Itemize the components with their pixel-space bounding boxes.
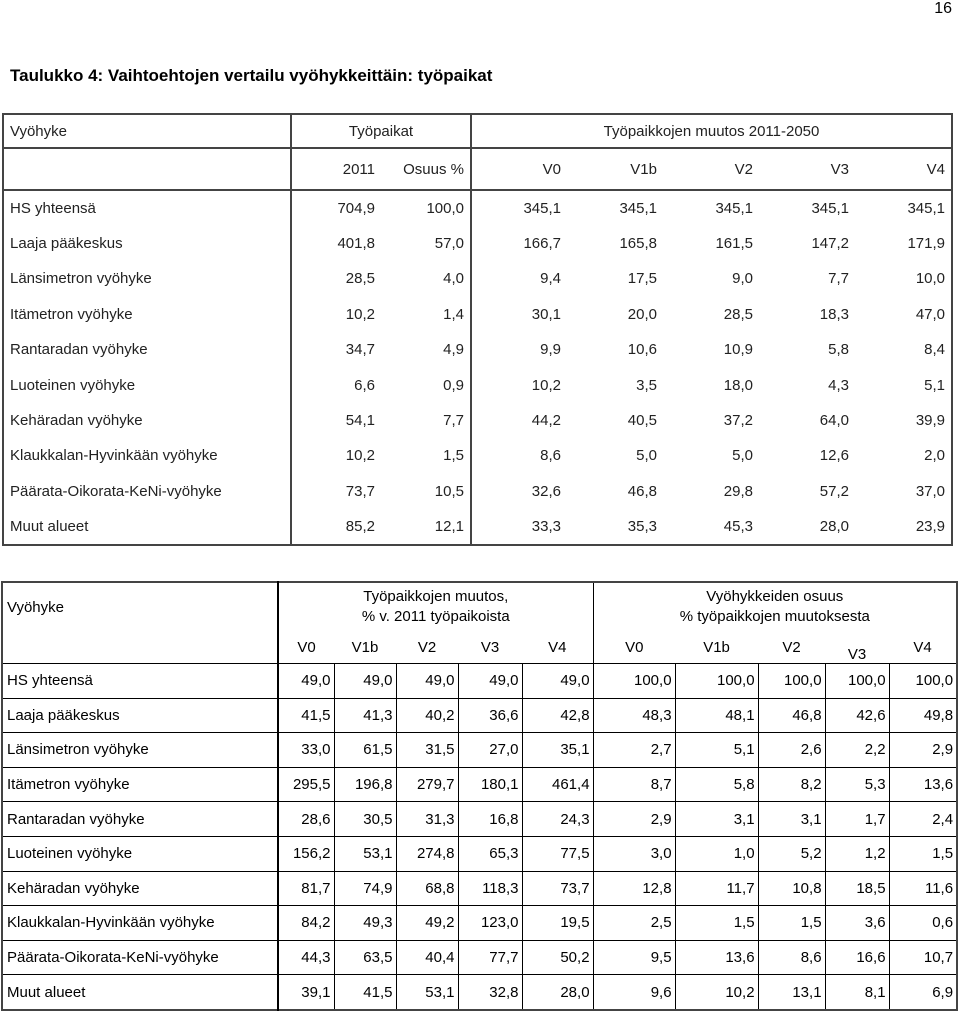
column-header: V3 xyxy=(759,148,855,190)
table-cell: 8,1 xyxy=(825,975,889,1010)
table-cell: 4,3 xyxy=(759,367,855,402)
table-cell: 180,1 xyxy=(458,767,522,802)
change-header: Työpaikkojen muutos 2011-2050 xyxy=(471,114,952,148)
table-cell: 68,8 xyxy=(396,871,458,906)
column-header: Osuus % xyxy=(381,148,471,190)
table-cell: 49,0 xyxy=(278,664,334,699)
jobs-change-table xyxy=(1,581,958,1011)
table-cell: 100,0 xyxy=(758,664,825,699)
zone-header: Vyöhyke xyxy=(3,114,291,148)
table-cell: 28,0 xyxy=(759,509,855,545)
table-cell: 13,1 xyxy=(758,975,825,1010)
column-header: V2 xyxy=(396,631,458,664)
table-cell: 54,1 xyxy=(291,403,381,438)
change-percent-header-line1: Työpaikkojen muutos, xyxy=(363,588,509,605)
table-cell: 461,4 xyxy=(522,767,593,802)
column-header: V0 xyxy=(593,631,675,664)
table-row xyxy=(2,836,957,871)
table-row xyxy=(2,906,957,941)
table-cell: 5,8 xyxy=(675,767,758,802)
table-cell: 28,6 xyxy=(278,802,334,837)
table-cell: 27,0 xyxy=(458,733,522,768)
table-cell: 41,5 xyxy=(278,698,334,733)
table-cell: 123,0 xyxy=(458,906,522,941)
table-cell: 1,0 xyxy=(675,836,758,871)
table-cell: 345,1 xyxy=(663,190,759,226)
table-cell: 10,8 xyxy=(758,871,825,906)
table-cell: 18,0 xyxy=(663,367,759,402)
table-cell: 53,1 xyxy=(396,975,458,1010)
table-cell: 10,2 xyxy=(675,975,758,1010)
table-cell: 100,0 xyxy=(593,664,675,699)
table-row xyxy=(2,871,957,906)
zone-name: Klaukkalan-Hyvinkään vyöhyke xyxy=(3,438,291,473)
table-cell: 401,8 xyxy=(291,226,381,261)
table-cell: 49,0 xyxy=(334,664,396,699)
table-cell: 7,7 xyxy=(759,261,855,296)
zone-name: Luoteinen vyöhyke xyxy=(2,836,278,871)
table-cell: 8,7 xyxy=(593,767,675,802)
column-header: V4 xyxy=(889,631,957,664)
zone-name: Muut alueet xyxy=(2,975,278,1010)
table-cell: 63,5 xyxy=(334,940,396,975)
table-cell: 147,2 xyxy=(759,226,855,261)
table-cell: 23,9 xyxy=(855,509,952,545)
table-cell: 5,1 xyxy=(675,733,758,768)
table-row xyxy=(2,940,957,975)
zone-name: Luoteinen vyöhyke xyxy=(3,367,291,402)
column-header: V4 xyxy=(855,148,952,190)
table-row xyxy=(3,438,952,473)
share-header xyxy=(593,582,957,631)
table-cell: 40,2 xyxy=(396,698,458,733)
table-cell: 100,0 xyxy=(825,664,889,699)
table-cell: 28,0 xyxy=(522,975,593,1010)
table-cell: 46,8 xyxy=(758,698,825,733)
table-cell: 57,0 xyxy=(381,226,471,261)
table-cell: 44,3 xyxy=(278,940,334,975)
table-cell: 345,1 xyxy=(567,190,663,226)
table-cell: 28,5 xyxy=(663,297,759,332)
table-cell: 36,6 xyxy=(458,698,522,733)
table-cell: 0,9 xyxy=(381,367,471,402)
table-cell: 65,3 xyxy=(458,836,522,871)
change-percent-header xyxy=(278,582,593,631)
table-cell: 47,0 xyxy=(855,297,952,332)
table-cell: 61,5 xyxy=(334,733,396,768)
table-cell: 33,3 xyxy=(471,509,567,545)
table-cell: 31,3 xyxy=(396,802,458,837)
table-cell: 295,5 xyxy=(278,767,334,802)
table-cell: 28,5 xyxy=(291,261,381,296)
table-cell: 39,9 xyxy=(855,403,952,438)
table-cell: 1,2 xyxy=(825,836,889,871)
column-header: V0 xyxy=(278,631,334,664)
table-title: Taulukko 4: Vaihtoehtojen vertailu vyöhykkeittäin: työpaikat xyxy=(10,66,493,85)
table-row xyxy=(3,297,952,332)
column-header: V1b xyxy=(334,631,396,664)
zone-name: Päärata-Oikorata-KeNi-vyöhyke xyxy=(3,474,291,509)
table-row xyxy=(2,733,957,768)
table-cell: 196,8 xyxy=(334,767,396,802)
table-cell: 49,2 xyxy=(396,906,458,941)
table-cell: 39,1 xyxy=(278,975,334,1010)
table-row xyxy=(3,403,952,438)
column-header: V3 xyxy=(825,631,889,664)
zone-name: Länsimetron vyöhyke xyxy=(2,733,278,768)
table-cell: 13,6 xyxy=(889,767,957,802)
table-row xyxy=(3,190,952,226)
table-cell: 2,6 xyxy=(758,733,825,768)
table-cell: 50,2 xyxy=(522,940,593,975)
share-header-line1: Vyöhykkeiden osuus xyxy=(706,588,844,605)
table-row xyxy=(3,509,952,545)
table-cell: 5,8 xyxy=(759,332,855,367)
zone-header-2: Vyöhyke xyxy=(2,582,278,664)
table-cell: 10,6 xyxy=(567,332,663,367)
table-cell: 5,1 xyxy=(855,367,952,402)
table-cell: 10,2 xyxy=(291,297,381,332)
table-cell: 18,5 xyxy=(825,871,889,906)
table-cell: 5,3 xyxy=(825,767,889,802)
table-cell: 11,6 xyxy=(889,871,957,906)
table-cell: 12,8 xyxy=(593,871,675,906)
table-cell: 49,0 xyxy=(458,664,522,699)
table-cell: 19,5 xyxy=(522,906,593,941)
table-cell: 279,7 xyxy=(396,767,458,802)
table-cell: 57,2 xyxy=(759,474,855,509)
table-cell: 118,3 xyxy=(458,871,522,906)
table-cell: 2,9 xyxy=(593,802,675,837)
table-cell: 16,6 xyxy=(825,940,889,975)
table-cell: 2,9 xyxy=(889,733,957,768)
column-header: V0 xyxy=(471,148,567,190)
table-cell: 100,0 xyxy=(675,664,758,699)
column-header: V1b xyxy=(675,631,758,664)
table-cell: 18,3 xyxy=(759,297,855,332)
table-cell: 704,9 xyxy=(291,190,381,226)
table-cell: 24,3 xyxy=(522,802,593,837)
table-cell: 3,1 xyxy=(758,802,825,837)
table-cell: 30,5 xyxy=(334,802,396,837)
zone-name: Itämetron vyöhyke xyxy=(3,297,291,332)
table-cell: 8,4 xyxy=(855,332,952,367)
table-cell: 274,8 xyxy=(396,836,458,871)
table-cell: 7,7 xyxy=(381,403,471,438)
table-cell: 85,2 xyxy=(291,509,381,545)
table-cell: 32,6 xyxy=(471,474,567,509)
table-cell: 45,3 xyxy=(663,509,759,545)
table-cell: 2,4 xyxy=(889,802,957,837)
table-cell: 171,9 xyxy=(855,226,952,261)
table-cell: 8,6 xyxy=(758,940,825,975)
table-cell: 12,6 xyxy=(759,438,855,473)
zone-name: Laaja pääkeskus xyxy=(2,698,278,733)
zone-header-blank xyxy=(3,148,291,190)
table-cell: 6,9 xyxy=(889,975,957,1010)
table-row xyxy=(2,767,957,802)
table-row xyxy=(3,332,952,367)
table-cell: 345,1 xyxy=(855,190,952,226)
table-cell: 3,1 xyxy=(675,802,758,837)
zone-name: Rantaradan vyöhyke xyxy=(2,802,278,837)
table-cell: 5,2 xyxy=(758,836,825,871)
table-cell: 48,3 xyxy=(593,698,675,733)
table-cell: 49,3 xyxy=(334,906,396,941)
table-cell: 156,2 xyxy=(278,836,334,871)
table-cell: 9,0 xyxy=(663,261,759,296)
table-cell: 3,5 xyxy=(567,367,663,402)
table-row xyxy=(2,802,957,837)
table-cell: 13,6 xyxy=(675,940,758,975)
table-cell: 11,7 xyxy=(675,871,758,906)
column-header: V2 xyxy=(758,631,825,664)
table-row xyxy=(2,975,957,1010)
table-cell: 10,2 xyxy=(291,438,381,473)
table-cell: 41,3 xyxy=(334,698,396,733)
table-cell: 1,5 xyxy=(381,438,471,473)
table-cell: 32,8 xyxy=(458,975,522,1010)
table-cell: 2,7 xyxy=(593,733,675,768)
table-cell: 166,7 xyxy=(471,226,567,261)
table-cell: 44,2 xyxy=(471,403,567,438)
table-cell: 49,0 xyxy=(396,664,458,699)
table-cell: 73,7 xyxy=(291,474,381,509)
table-row xyxy=(3,367,952,402)
table-cell: 20,0 xyxy=(567,297,663,332)
zone-name: Kehäradan vyöhyke xyxy=(2,871,278,906)
table-cell: 100,0 xyxy=(381,190,471,226)
table-cell: 9,5 xyxy=(593,940,675,975)
share-header-line2: % työpaikkojen muutoksesta xyxy=(679,608,870,625)
table-cell: 81,7 xyxy=(278,871,334,906)
zone-name: Muut alueet xyxy=(3,509,291,545)
table-cell: 345,1 xyxy=(759,190,855,226)
zone-name: Länsimetron vyöhyke xyxy=(3,261,291,296)
zone-name: Itämetron vyöhyke xyxy=(2,767,278,802)
table-cell: 12,1 xyxy=(381,509,471,545)
table-cell: 6,6 xyxy=(291,367,381,402)
table-cell: 30,1 xyxy=(471,297,567,332)
table-cell: 10,9 xyxy=(663,332,759,367)
zone-name: Päärata-Oikorata-KeNi-vyöhyke xyxy=(2,940,278,975)
table-cell: 1,7 xyxy=(825,802,889,837)
table-cell: 345,1 xyxy=(471,190,567,226)
table-cell: 8,6 xyxy=(471,438,567,473)
table-cell: 48,1 xyxy=(675,698,758,733)
table-cell: 77,7 xyxy=(458,940,522,975)
table-cell: 64,0 xyxy=(759,403,855,438)
zone-name: HS yhteensä xyxy=(2,664,278,699)
table-cell: 42,6 xyxy=(825,698,889,733)
table-cell: 31,5 xyxy=(396,733,458,768)
table-row xyxy=(2,698,957,733)
table-cell: 46,8 xyxy=(567,474,663,509)
table-cell: 161,5 xyxy=(663,226,759,261)
table-cell: 165,8 xyxy=(567,226,663,261)
zone-name: HS yhteensä xyxy=(3,190,291,226)
table-cell: 73,7 xyxy=(522,871,593,906)
table-cell: 10,5 xyxy=(381,474,471,509)
table-cell: 40,4 xyxy=(396,940,458,975)
table-cell: 1,5 xyxy=(758,906,825,941)
table-cell: 35,3 xyxy=(567,509,663,545)
jobs-table xyxy=(2,113,953,546)
table-row xyxy=(3,226,952,261)
table-cell: 84,2 xyxy=(278,906,334,941)
table-cell: 9,6 xyxy=(593,975,675,1010)
table-cell: 5,0 xyxy=(663,438,759,473)
table-cell: 100,0 xyxy=(889,664,957,699)
table-cell: 2,2 xyxy=(825,733,889,768)
table-cell: 2,5 xyxy=(593,906,675,941)
table-cell: 10,7 xyxy=(889,940,957,975)
table-cell: 3,0 xyxy=(593,836,675,871)
table-cell: 42,8 xyxy=(522,698,593,733)
zone-name: Laaja pääkeskus xyxy=(3,226,291,261)
table-cell: 53,1 xyxy=(334,836,396,871)
column-header: V4 xyxy=(522,631,593,664)
table-cell: 4,0 xyxy=(381,261,471,296)
table-cell: 1,5 xyxy=(889,836,957,871)
column-header: V3 xyxy=(458,631,522,664)
table-cell: 29,8 xyxy=(663,474,759,509)
table-cell: 10,2 xyxy=(471,367,567,402)
table-cell: 35,1 xyxy=(522,733,593,768)
change-percent-header-line2: % v. 2011 työpaikoista xyxy=(361,608,510,625)
column-header: V1b xyxy=(567,148,663,190)
column-header: V2 xyxy=(663,148,759,190)
table-cell: 8,2 xyxy=(758,767,825,802)
table-cell: 49,0 xyxy=(522,664,593,699)
jobs-header: Työpaikat xyxy=(291,114,471,148)
table-row xyxy=(3,474,952,509)
table-cell: 3,6 xyxy=(825,906,889,941)
table-cell: 40,5 xyxy=(567,403,663,438)
table-cell: 37,0 xyxy=(855,474,952,509)
table-cell: 9,4 xyxy=(471,261,567,296)
table-cell: 74,9 xyxy=(334,871,396,906)
table-cell: 17,5 xyxy=(567,261,663,296)
zone-name: Rantaradan vyöhyke xyxy=(3,332,291,367)
column-header: 2011 xyxy=(291,148,381,190)
table-cell: 1,5 xyxy=(675,906,758,941)
table-cell: 10,0 xyxy=(855,261,952,296)
table-cell: 5,0 xyxy=(567,438,663,473)
zone-name: Klaukkalan-Hyvinkään vyöhyke xyxy=(2,906,278,941)
table-row xyxy=(3,261,952,296)
table-cell: 2,0 xyxy=(855,438,952,473)
table-cell: 33,0 xyxy=(278,733,334,768)
table-cell: 9,9 xyxy=(471,332,567,367)
table-cell: 41,5 xyxy=(334,975,396,1010)
table-cell: 37,2 xyxy=(663,403,759,438)
zone-name: Kehäradan vyöhyke xyxy=(3,403,291,438)
table-cell: 0,6 xyxy=(889,906,957,941)
table-cell: 34,7 xyxy=(291,332,381,367)
page-number: 16 xyxy=(934,0,952,17)
table-row xyxy=(2,664,957,699)
table-cell: 1,4 xyxy=(381,297,471,332)
table-cell: 49,8 xyxy=(889,698,957,733)
table-cell: 77,5 xyxy=(522,836,593,871)
table-cell: 16,8 xyxy=(458,802,522,837)
table-cell: 4,9 xyxy=(381,332,471,367)
